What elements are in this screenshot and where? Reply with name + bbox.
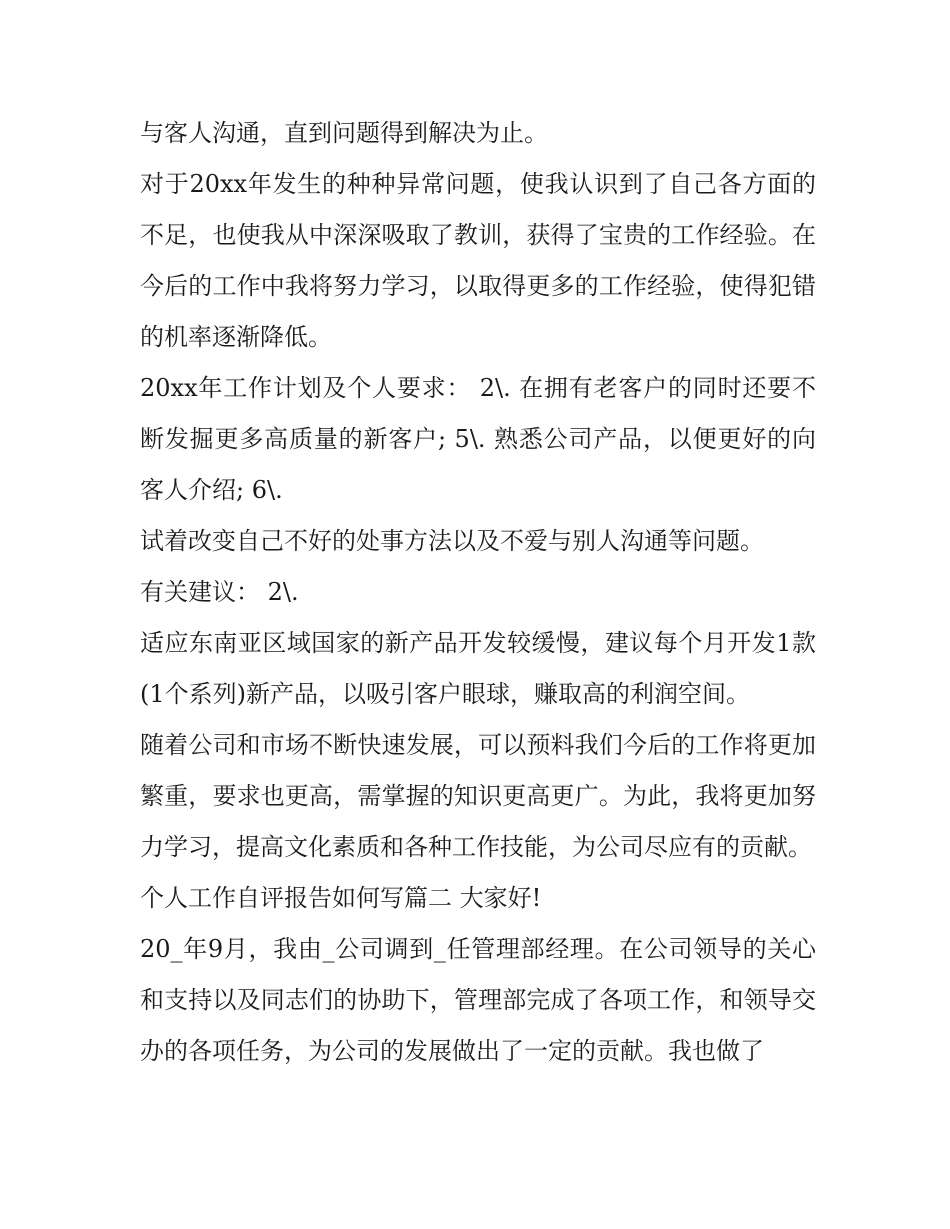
- paragraph-4: 试着改变自己不好的处事方法以及不爱与别人沟通等问题。: [140, 527, 764, 555]
- paragraph-5: 有关建议： 2\.: [140, 578, 299, 606]
- paragraph-2: 对于20xx年发生的种种异常问题，使我认识到了自己各方面的不足，也使我从中深深吸取了教训，获得了宝贵的工作经验。在今后的工作中我将努力学习，以取得更多的工作经验，使得犯错的机率逐渐降低。: [140, 170, 816, 351]
- document-body: [140, 108, 816, 1077]
- paragraph-6: 适应东南亚区域国家的新产品开发较缓慢，建议每个月开发1款(1个系列)新产品，以吸引客户眼球，赚取高的利润空间。: [140, 629, 816, 708]
- paragraph-9: 20_年9月，我由_公司调到_任管理部经理。在公司领导的关心和支持以及同志们的协助下，管理部完成了各项工作，和领导交办的各项任务，为公司的发展做出了一定的贡献。我也做了: [140, 935, 816, 1065]
- paragraph-1: 与客人沟通，直到问题得到解决为止。: [140, 119, 548, 147]
- section-heading: 个人工作自评报告如何写篇二 大家好!: [140, 884, 542, 912]
- paragraph-3: 20xx年工作计划及个人要求： 2\. 在拥有老客户的同时还要不断发掘更多高质量的新客户; 5\. 熟悉公司产品，以便更好的向客人介绍; 6\.: [140, 374, 816, 504]
- paragraph-7: 随着公司和市场不断快速发展，可以预料我们今后的工作将更加繁重，要求也更高，需掌握的知识更高更广。为此，我将更加努力学习，提高文化素质和各种工作技能，为公司尽应有的贡献。: [140, 731, 816, 861]
